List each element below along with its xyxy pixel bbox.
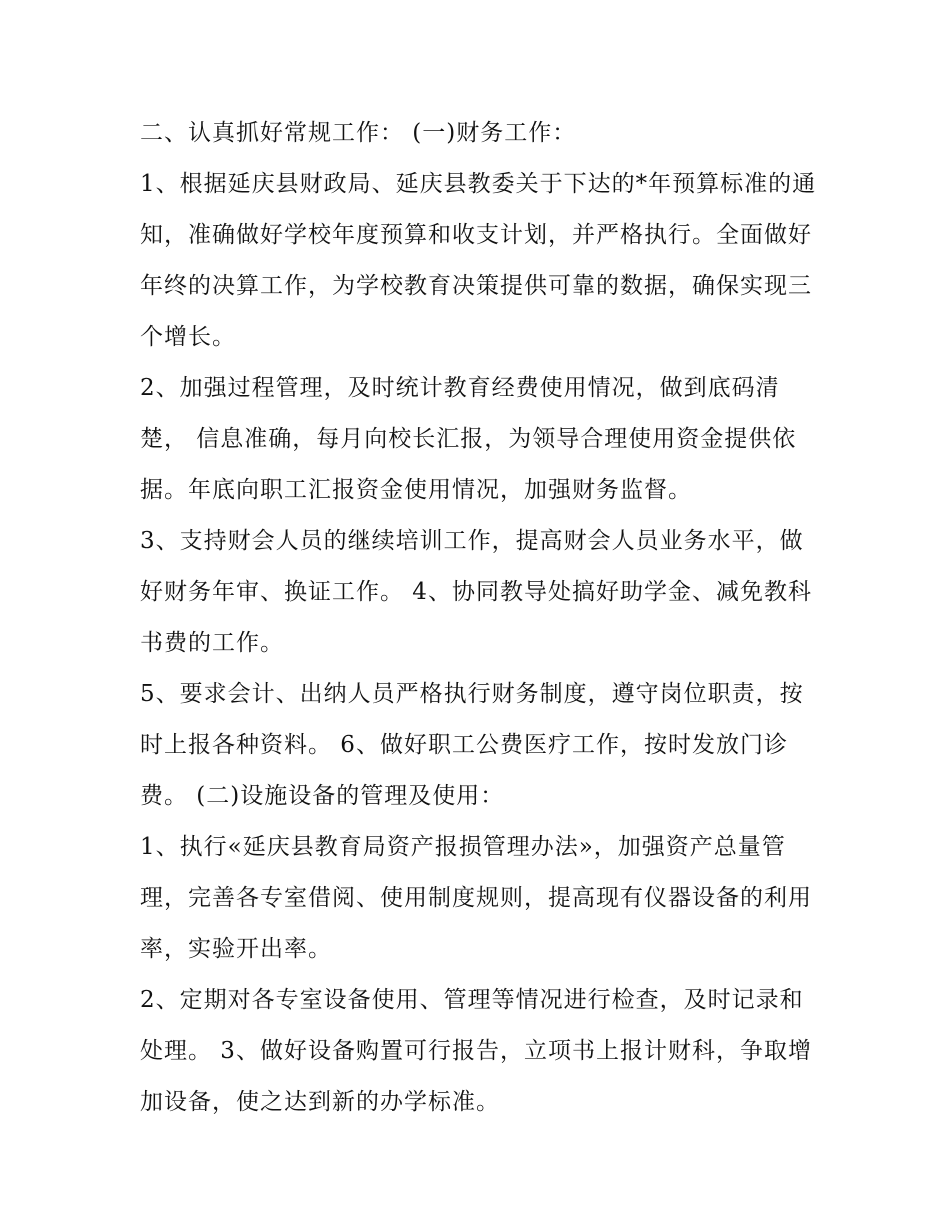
paragraph-budget: 1、根据延庆县财政局、延庆县教委关于下达的*年预算标准的通知，准确做好学校年度预算和收支计划，并严格执行。全面做好年终的决算工作，为学校教育决策提供可靠的数据，确保实现三个增长。 [140, 171, 817, 350]
paragraph-training: 3、支持财会人员的继续培训工作，提高财会人员业务水平，做好财务年审、换证工作。 4、协同教导处搞好助学金、减免教科书费的工作。 [140, 528, 812, 656]
document-body [140, 108, 820, 1128]
paragraph-accounting: 5、要求会计、出纳人员严格执行财务制度，遵守岗位职责，按时上报各种资料。 6、做好职工公费医疗工作，按时发放门诊费。 (二)设施设备的管理及使用： [140, 681, 804, 809]
paragraph-assets: 1、执行«延庆县教育局资产报损管理办法»，加强资产总量管理，完善各专室借阅、使用制度规则，提高现有仪器设备的利用率，实验开出率。 [140, 834, 812, 962]
paragraph-inspection: 2、定期对各专室设备使用、管理等情况进行检查，及时记录和处理。 3、做好设备购置可行报告，立项书上报计财科，争取增加设备，使之达到新的办学标准。 [140, 987, 812, 1115]
section-heading: 二、认真抓好常规工作： (一)财务工作： [140, 120, 577, 146]
paragraph-process-management: 2、加强过程管理，及时统计教育经费使用情况，做到底码清楚， 信息准确，每月向校长汇报，为领导合理使用资金提供依据。年底向职工汇报资金使用情况，加强财务监督。 [140, 375, 797, 503]
